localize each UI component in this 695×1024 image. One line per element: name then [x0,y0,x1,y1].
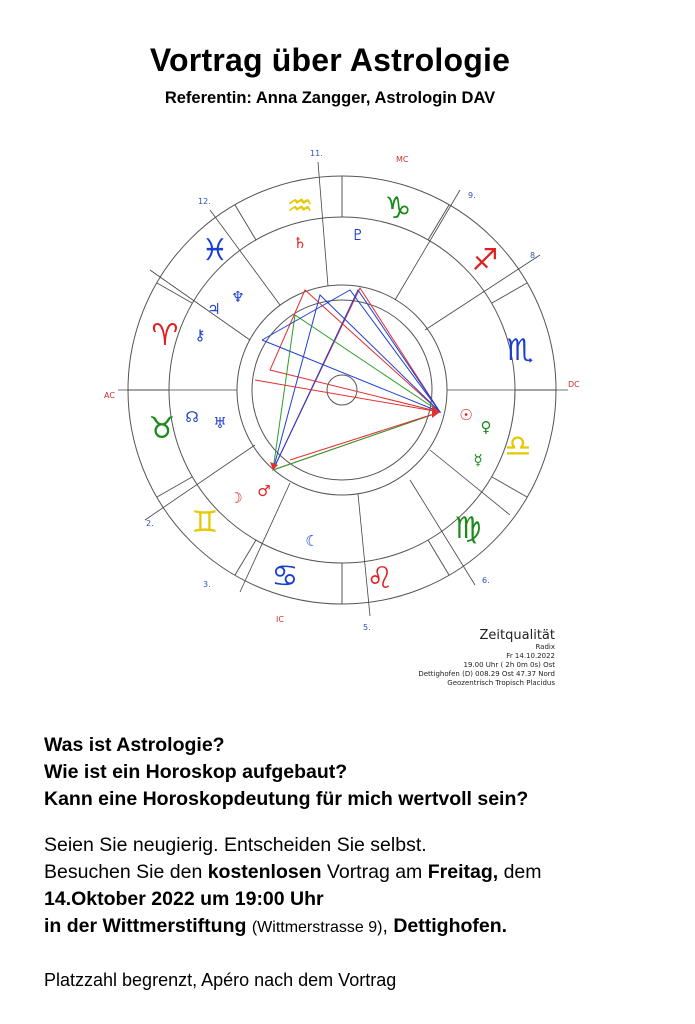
mc-label: MC [396,155,409,164]
aspect-ring [252,300,432,480]
house-3-label: 3. [203,580,211,589]
house-11-label: 11. [310,149,323,158]
horoscope-chart [90,140,610,700]
chart-info-title: Zeitqualität [479,628,555,643]
footer-note: Platzzahl begrenzt, Apéro nach dem Vortrag [44,970,397,990]
question-item: Wie ist ein Horoskop aufgebaut? [44,761,348,783]
dc-label: DC [568,380,580,389]
invite-line-1: Seien Sie neugierig. Entscheiden Sie selbst. [44,834,427,856]
event-date: 14.Oktober 2022 um 19:00 Uhr [44,888,324,910]
libra-icon: ♎ [504,429,532,464]
chart-info-date: Fr 14.10.2022 [506,652,555,660]
node-icon: ☊ [185,408,199,426]
gemini-icon: ♊ [191,505,219,540]
ac-label: AC [104,391,115,400]
pluto-icon: ♇ [351,226,365,244]
chart-info-type: Radix [535,643,555,651]
page-title: Vortrag über Astrologie [149,42,511,78]
leo-icon: ♌ [366,561,394,596]
question-item: Kann eine Horoskopdeutung für mich wertvoll sein? [44,788,529,810]
invitation [44,832,684,941]
uranus-icon: ♅ [213,414,227,432]
venus-icon: ♀ [480,418,492,436]
questions [44,732,528,813]
mars-icon: ♂ [257,482,271,500]
event-venue: in der Wittmerstiftung (Wittmerstrasse 9), Dettighofen. [44,915,508,937]
cancer-icon: ♋ [271,559,299,594]
chart-info [380,628,555,688]
saturn-icon: ♄ [293,234,307,252]
house-12-label: 12. [198,197,211,206]
house-9-label: 9. [468,191,476,200]
free-emphasis: kostenlosen [207,861,322,883]
virgo-icon: ♍ [454,511,482,546]
chart-info-place: Dettighofen (D) 008.29 Ost 47.37 Nord [418,670,555,678]
taurus-icon: ♉ [148,411,176,446]
moon-icon: ☽ [229,489,243,507]
question-item: Was ist Astrologie? [44,734,225,756]
house-cusps [118,162,568,616]
house-6-label: 6. [482,576,490,585]
ic-label: IC [276,615,284,624]
lilith-icon: ☾ [305,532,319,550]
house-5-label: 5. [363,623,371,632]
invite-line-2: Besuchen Sie den kostenlosen Vortrag am Freitag, dem [44,861,542,883]
neptune-icon: ♆ [231,288,245,306]
house-2-label: 2. [146,519,154,528]
day-emphasis: Freitag, [427,861,499,883]
house-8-label: 8. [530,251,538,260]
scorpio-icon: ♏ [506,333,534,368]
aries-icon: ♈ [151,318,179,353]
aquarius-icon: ♒ [286,189,314,224]
mercury-icon: ☿ [473,451,483,469]
pisces-icon: ♓ [201,233,229,268]
venue-address: (Wittmerstrasse 9) [251,919,383,936]
chart-info-system: Geozentrisch Tropisch Placidus [447,679,555,687]
venue-town: Dettighofen. [393,915,508,937]
sun-icon: ☉ [459,406,473,424]
speaker-line: Referentin: Anna Zangger, Astrologin DAV [164,89,496,107]
aspect-lines [255,288,440,470]
chart-info-time: 19.00 Uhr ( 2h 0m 0s) Ost [463,661,555,669]
capricorn-icon: ♑ [384,191,412,226]
sagittarius-icon: ♐ [471,243,499,278]
jupiter-icon: ♃ [207,300,221,318]
chiron-icon: ⚷ [194,326,206,344]
